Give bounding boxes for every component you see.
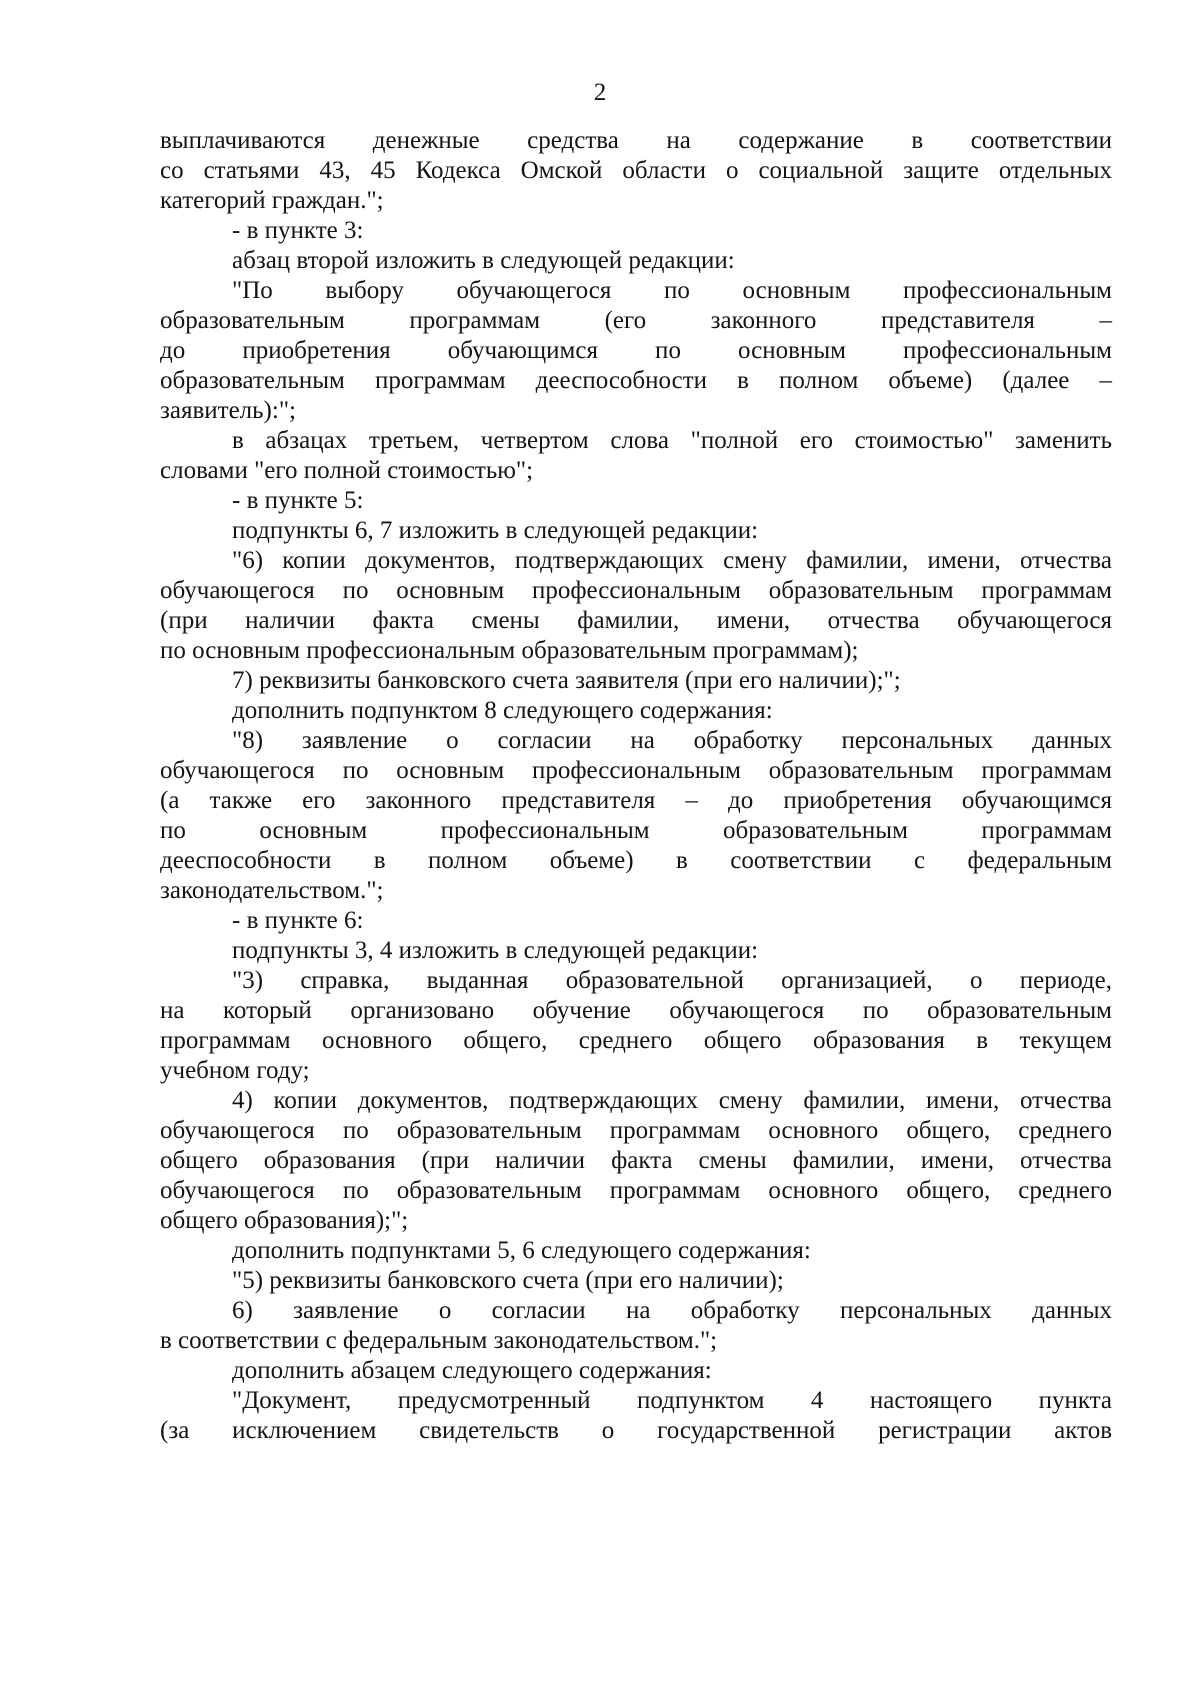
text-line: - в пункте 5: [232,487,364,514]
text-line: образовательным программам (его законного представителя – [160,307,1112,334]
text-line: обучающегося по основным профессиональным образовательным программам [160,757,1112,784]
document-body [160,126,1112,1446]
text-line: - в пункте 6: [232,907,364,934]
text-line: "6) копии документов, подтверждающих смену фамилии, имени, отчества [232,547,1112,574]
text-line: (при наличии факта смены фамилии, имени, отчества обучающегося [160,607,1112,634]
text-line: подпункты 6, 7 изложить в следующей редакции: [232,517,759,544]
text-line: (а также его законного представителя – до приобретения обучающимся [160,787,1112,814]
text-line: заявитель):"; [160,397,296,424]
text-line: - в пункте 3: [232,217,364,244]
text-line: категорий граждан."; [160,187,384,214]
text-line: до приобретения обучающимся по основным профессиональным [160,337,1112,364]
text-line: подпункты 3, 4 изложить в следующей редакции: [232,937,759,964]
text-line: по основным профессиональным образовательным программам [160,817,1112,844]
text-line: словами "его полной стоимостью"; [160,457,534,484]
text-line: "3) справка, выданная образовательной организацией, о периоде, [232,967,1112,994]
text-line: дополнить подпунктами 5, 6 следующего содержания: [232,1237,811,1264]
text-line: программам основного общего, среднего общего образования в текущем [160,1027,1112,1054]
text-line: выплачиваются денежные средства на содержание в соответствии [160,127,1112,154]
text-line: 4) копии документов, подтверждающих смену фамилии, имени, отчества [232,1087,1112,1114]
text-line: 7) реквизиты банковского счета заявителя (при его наличии);"; [232,667,901,694]
text-line: обучающегося по основным профессиональным образовательным программам [160,577,1112,604]
text-line: на который организовано обучение обучающегося по образовательным [160,997,1112,1024]
text-line: дополнить абзацем следующего содержания: [232,1357,712,1384]
text-line: 6) заявление о согласии на обработку персональных данных [232,1297,1112,1324]
text-line: абзац второй изложить в следующей редакции: [232,247,735,274]
text-line: в соответствии с федеральным законодательством."; [160,1327,718,1354]
text-line: дополнить подпунктом 8 следующего содержания: [232,697,773,724]
text-line: обучающегося по образовательным программам основного общего, среднего [160,1177,1112,1204]
text-line: общего образования);"; [160,1207,409,1234]
text-line: дееспособности в полном объеме) в соответствии с федеральным [160,847,1112,874]
text-line: "5) реквизиты банковского счета (при его наличии); [232,1267,784,1294]
text-line: "По выбору обучающегося по основным профессиональным [232,277,1112,304]
text-line: "Документ, предусмотренный подпунктом 4 настоящего пункта [232,1387,1112,1414]
text-line: (за исключением свидетельств о государственной регистрации актов [160,1417,1112,1444]
text-line: "8) заявление о согласии на обработку персональных данных [232,727,1112,754]
text-line: учебном году; [160,1057,310,1084]
text-line: со статьями 43, 45 Кодекса Омской области о социальной защите отдельных [160,157,1112,184]
text-line: общего образования (при наличии факта смены фамилии, имени, отчества [160,1147,1112,1174]
text-line: по основным профессиональным образовательным программам); [160,637,859,664]
text-line: образовательным программам дееспособности в полном объеме) (далее – [160,367,1112,394]
page-number: 2 [593,79,607,106]
text-line: обучающегося по образовательным программам основного общего, среднего [160,1117,1112,1144]
text-line: законодательством."; [160,877,384,904]
text-line: в абзацах третьем, четвертом слова "полной его стоимостью" заменить [232,427,1112,454]
